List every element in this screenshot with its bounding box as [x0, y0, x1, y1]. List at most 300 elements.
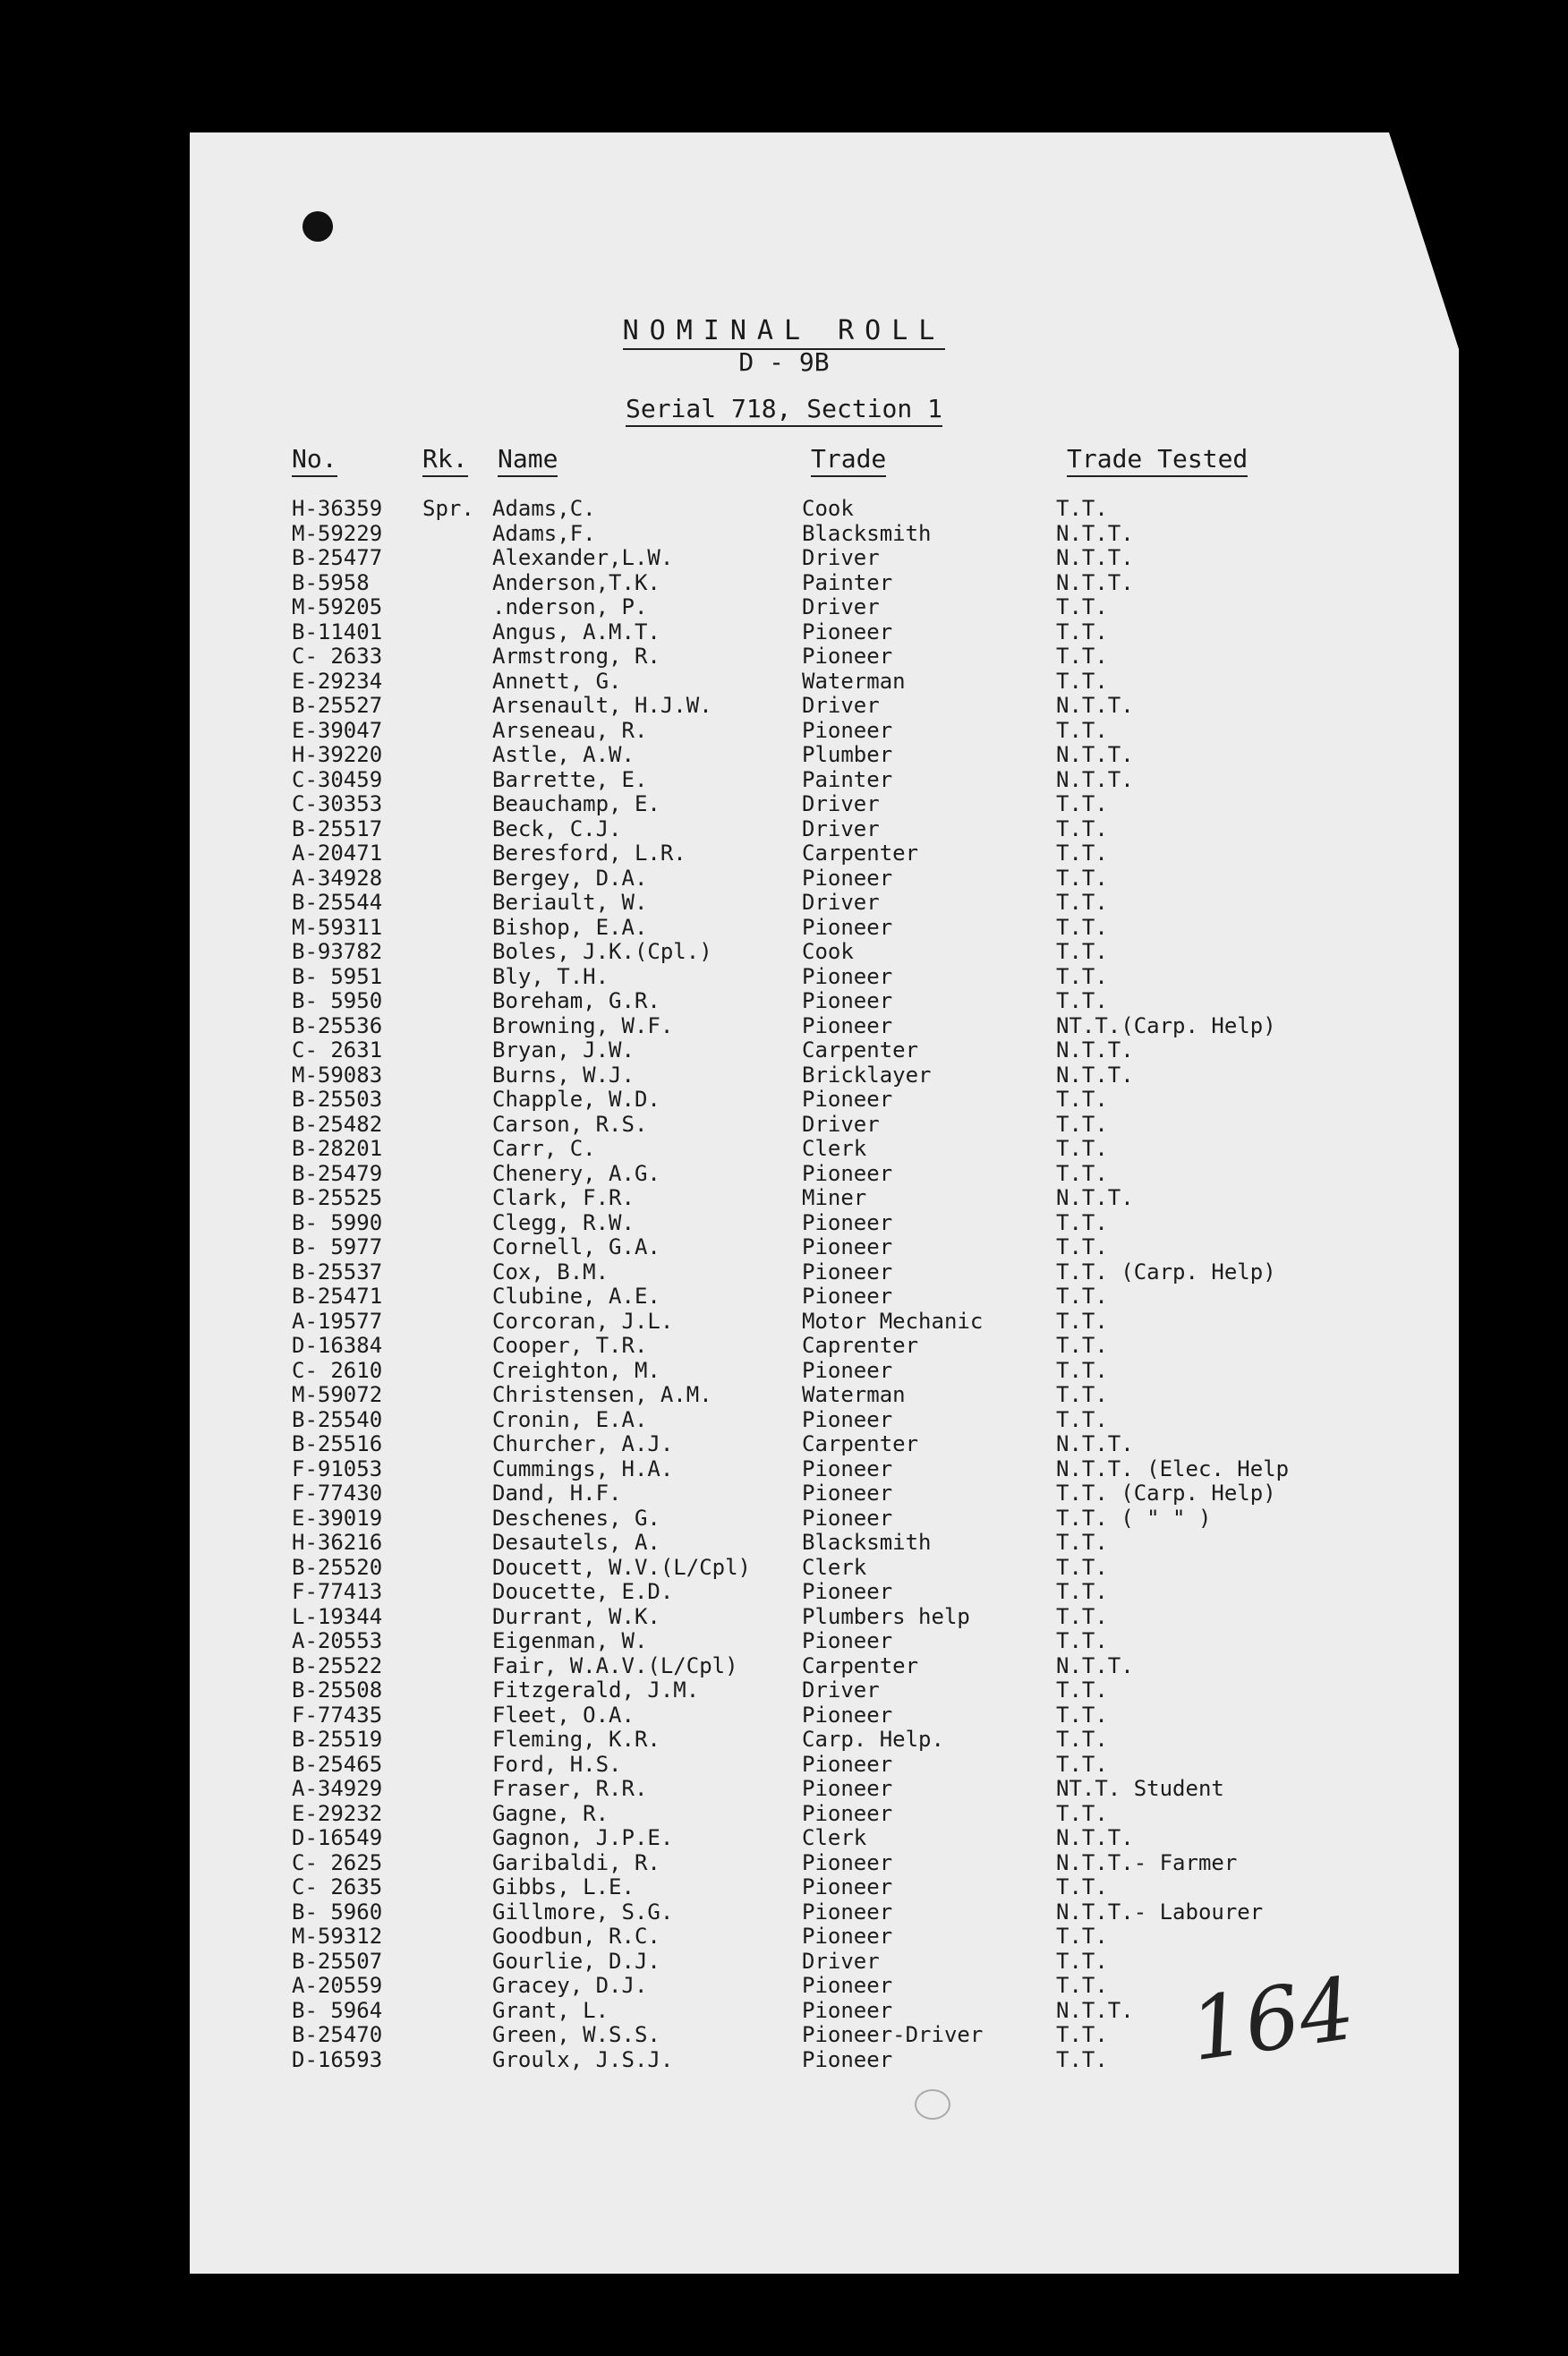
row-name: Cronin, E.A.	[492, 1406, 648, 1432]
row-trade: Motor Mechanic	[802, 1308, 984, 1334]
row-number: E-29234	[292, 668, 383, 694]
row-trade: Caprenter	[802, 1333, 919, 1358]
row-number: B- 5951	[292, 963, 383, 989]
table-row	[0, 619, 1568, 644]
row-name: Alexander,L.W.	[492, 545, 674, 570]
row-number: B- 5977	[292, 1234, 383, 1259]
row-number: B-25507	[292, 1948, 383, 1974]
row-number: D-16549	[292, 1825, 383, 1850]
row-name: Beriault, W.	[492, 890, 648, 915]
table-row	[0, 964, 1568, 989]
row-trade-tested: T.T.	[1056, 1628, 1108, 1653]
row-trade-tested: N.T.T. (Elec. Help	[1056, 1455, 1290, 1481]
row-trade: Pioneer	[802, 1800, 893, 1826]
row-trade: Pioneer	[802, 963, 893, 989]
row-trade-tested: T.T.	[1056, 1973, 1108, 1998]
row-number: B-25520	[292, 1554, 383, 1580]
row-trade: Pioneer	[802, 1012, 893, 1038]
row-name: Doucette, E.D.	[492, 1579, 674, 1604]
row-name: Burns, W.J.	[492, 1062, 635, 1088]
table-row	[0, 545, 1568, 570]
row-trade: Bricklayer	[802, 1062, 932, 1088]
row-trade-tested: T.T. (Carp. Help)	[1056, 1481, 1276, 1506]
row-trade: Driver	[802, 594, 880, 619]
row-trade-tested: T.T.	[1056, 1677, 1108, 1703]
row-number: F-77435	[292, 1702, 383, 1728]
row-number: B-25536	[292, 1012, 383, 1038]
table-row	[0, 841, 1568, 866]
row-name: Arseneau, R.	[492, 717, 648, 743]
row-name: Groulx, J.S.J.	[492, 2046, 674, 2072]
row-trade: Blacksmith	[802, 520, 932, 546]
row-number: M-59205	[292, 594, 383, 619]
row-trade-tested: T.T.	[1056, 1874, 1108, 1899]
row-name: Christensen, A.M.	[492, 1382, 712, 1407]
row-trade-tested: T.T.	[1056, 1382, 1108, 1407]
table-row	[0, 1087, 1568, 1112]
row-number: B- 5964	[292, 1997, 383, 2023]
table-row	[0, 1874, 1568, 1899]
row-number: A-20559	[292, 1973, 383, 1998]
row-trade-tested: T.T.	[1056, 1702, 1108, 1728]
table-row	[0, 939, 1568, 964]
row-trade-tested: T.T.	[1056, 1209, 1108, 1235]
handwritten-mark: 164	[1184, 1958, 1361, 2081]
row-name: Astle, A.W.	[492, 742, 635, 767]
row-trade-tested: N.T.T.	[1056, 1825, 1134, 1850]
row-name: Cox, B.M.	[492, 1259, 609, 1285]
row-trade: Clerk	[802, 1554, 867, 1580]
row-trade-tested: N.T.T.- Labourer	[1056, 1899, 1264, 1925]
row-trade-tested: T.T.	[1056, 1406, 1108, 1432]
row-trade-tested: N.T.T.	[1056, 766, 1134, 792]
row-trade-tested: T.T.	[1056, 1924, 1108, 1949]
row-trade: Pioneer	[802, 644, 893, 669]
row-number: B- 5990	[292, 1209, 383, 1235]
table-row	[0, 1013, 1568, 1038]
row-trade: Blacksmith	[802, 1530, 932, 1555]
row-number: H-36359	[292, 496, 383, 521]
table-row	[0, 1653, 1568, 1678]
column-header-name: Name	[498, 444, 558, 474]
row-number: B-25519	[292, 1727, 383, 1752]
row-number: M-59311	[292, 914, 383, 940]
row-name: Bly, T.H.	[492, 963, 609, 989]
row-trade: Pioneer	[802, 1087, 893, 1112]
row-trade-tested: T.T.	[1056, 1111, 1108, 1137]
row-number: D-16593	[292, 2046, 383, 2072]
row-name: Green, W.S.S.	[492, 2022, 660, 2047]
row-trade-tested: N.T.T.	[1056, 1062, 1134, 1088]
row-name: Corcoran, J.L.	[492, 1308, 674, 1334]
row-trade: Driver	[802, 815, 880, 841]
row-trade: Pioneer	[802, 1899, 893, 1925]
row-trade-tested: T.T.	[1056, 1530, 1108, 1555]
row-trade: Pioneer	[802, 1751, 893, 1777]
row-number: B-25540	[292, 1406, 383, 1432]
row-number: B-25503	[292, 1087, 383, 1112]
row-trade-tested: N.T.T.	[1056, 1431, 1134, 1456]
row-name: Angus, A.M.T.	[492, 619, 660, 644]
row-trade: Cook	[802, 496, 854, 521]
table-row	[0, 1506, 1568, 1531]
row-trade-tested: T.T.	[1056, 594, 1108, 619]
row-name: Gourlie, D.J.	[492, 1948, 660, 1974]
row-name: Grant, L.	[492, 1997, 609, 2023]
row-number: F-77430	[292, 1481, 383, 1506]
table-row	[0, 1063, 1568, 1088]
small-stamp	[915, 2089, 950, 2120]
row-trade-tested: N.T.T.	[1056, 520, 1134, 546]
row-trade-tested: T.T.	[1056, 1234, 1108, 1259]
row-trade: Pioneer	[802, 1973, 893, 1998]
row-trade-tested: N.T.T.- Farmer	[1056, 1849, 1238, 1875]
row-trade-tested: T.T.	[1056, 1751, 1108, 1777]
row-trade-tested: T.T.	[1056, 1603, 1108, 1629]
table-row	[0, 1752, 1568, 1777]
table-row	[0, 1850, 1568, 1875]
row-number: A-19577	[292, 1308, 383, 1334]
row-trade-tested: T.T.	[1056, 1727, 1108, 1752]
row-trade: Pioneer	[802, 1702, 893, 1728]
row-number: B-25517	[292, 815, 383, 841]
row-trade: Pioneer	[802, 1357, 893, 1383]
table-row	[0, 1112, 1568, 1137]
row-number: A-20471	[292, 841, 383, 866]
row-trade: Pioneer	[802, 1160, 893, 1186]
table-row	[0, 1431, 1568, 1456]
row-number: B-25525	[292, 1185, 383, 1210]
row-number: D-16384	[292, 1333, 383, 1358]
row-trade: Painter	[802, 569, 893, 595]
row-trade-tested: N.T.T.	[1056, 1037, 1134, 1063]
row-number: A-34929	[292, 1776, 383, 1801]
row-number: B-28201	[292, 1136, 383, 1161]
row-trade-tested: T.T.	[1056, 963, 1108, 989]
table-row	[0, 1185, 1568, 1210]
row-name: Browning, W.F.	[492, 1012, 674, 1038]
row-trade: Driver	[802, 1111, 880, 1137]
row-name: Churcher, A.J.	[492, 1431, 674, 1456]
row-trade: Driver	[802, 545, 880, 570]
row-number: B-25508	[292, 1677, 383, 1703]
row-trade-tested: T.T.	[1056, 1357, 1108, 1383]
row-name: Dand, H.F.	[492, 1481, 622, 1506]
row-trade: Driver	[802, 693, 880, 718]
row-trade: Carp. Help.	[802, 1727, 944, 1752]
row-trade: Pioneer	[802, 1209, 893, 1235]
row-trade-tested: T.T.	[1056, 668, 1108, 694]
row-name: Garibaldi, R.	[492, 1849, 660, 1875]
row-trade: Pioneer	[802, 988, 893, 1013]
row-number: M-59312	[292, 1924, 383, 1949]
row-number: C- 2633	[292, 644, 383, 669]
row-name: Beresford, L.R.	[492, 841, 686, 866]
row-trade: Painter	[802, 766, 893, 792]
row-number: B-25482	[292, 1111, 383, 1137]
row-number: B-25544	[292, 890, 383, 915]
row-name: Boreham, G.R.	[492, 988, 660, 1013]
row-name: Annett, G.	[492, 668, 622, 694]
row-number: B-25527	[292, 693, 383, 718]
row-name: Armstrong, R.	[492, 644, 660, 669]
row-name: Cummings, H.A.	[492, 1455, 674, 1481]
row-name: Fraser, R.R.	[492, 1776, 648, 1801]
column-header-trade-tested: Trade Tested	[1067, 444, 1248, 474]
row-trade-tested: N.T.T.	[1056, 1652, 1134, 1678]
row-trade-tested: T.T.	[1056, 1160, 1108, 1186]
row-trade: Carpenter	[802, 841, 919, 866]
row-trade-tested: T.T.	[1056, 939, 1108, 964]
table-row	[0, 1899, 1568, 1925]
punch-hole	[303, 211, 333, 242]
table-row	[0, 866, 1568, 891]
row-number: B-25471	[292, 1284, 383, 1309]
table-row	[0, 1136, 1568, 1161]
table-row	[0, 1924, 1568, 1949]
row-number: C-30353	[292, 791, 383, 816]
row-trade: Pioneer	[802, 1997, 893, 2023]
row-name: Cornell, G.A.	[492, 1234, 660, 1259]
row-number: B-25522	[292, 1652, 383, 1678]
roll-list	[0, 496, 1568, 2071]
row-trade: Pioneer	[802, 1849, 893, 1875]
table-row	[0, 1703, 1568, 1728]
row-trade-tested: N.T.T.	[1056, 1997, 1134, 2023]
row-number: A-34928	[292, 865, 383, 891]
row-trade-tested: T.T.	[1056, 1579, 1108, 1604]
row-trade-tested: T.T.	[1056, 496, 1108, 521]
table-row	[0, 718, 1568, 743]
row-name: Fitzgerald, J.M.	[492, 1677, 700, 1703]
row-trade-tested: N.T.T.	[1056, 569, 1134, 595]
row-number: B-25477	[292, 545, 383, 570]
table-row	[0, 1481, 1568, 1506]
column-header-rank: Rk.	[422, 444, 468, 474]
table-row	[0, 988, 1568, 1013]
row-name: Gagnon, J.P.E.	[492, 1825, 674, 1850]
table-row	[0, 1234, 1568, 1259]
row-trade: Carpenter	[802, 1652, 919, 1678]
row-name: Fleming, K.R.	[492, 1727, 660, 1752]
row-trade-tested: N.T.T.	[1056, 742, 1134, 767]
table-row	[0, 816, 1568, 841]
row-number: E-29232	[292, 1800, 383, 1826]
row-trade-tested: T.T.	[1056, 717, 1108, 743]
row-name: Desautels, A.	[492, 1530, 660, 1555]
row-number: C- 2635	[292, 1874, 383, 1899]
row-trade: Pioneer	[802, 1579, 893, 1604]
table-row	[0, 791, 1568, 816]
row-number: E-39019	[292, 1505, 383, 1531]
row-number: C-30459	[292, 766, 383, 792]
table-row	[0, 1677, 1568, 1703]
row-number: B-25516	[292, 1431, 383, 1456]
row-trade: Pioneer	[802, 1284, 893, 1309]
column-header-trade: Trade	[811, 444, 886, 474]
row-trade: Pioneer	[802, 717, 893, 743]
row-trade-tested: T.T.	[1056, 1136, 1108, 1161]
row-name: Clegg, R.W.	[492, 1209, 635, 1235]
serial-line: Serial 718, Section 1	[0, 394, 1568, 423]
row-name: Barrette, E.	[492, 766, 648, 792]
table-row	[0, 1776, 1568, 1801]
table-row	[0, 1727, 1568, 1752]
row-trade-tested: NT.T. Student	[1056, 1776, 1224, 1801]
row-number: M-59229	[292, 520, 383, 546]
row-trade: Pioneer	[802, 1455, 893, 1481]
row-name: Arsenault, H.J.W.	[492, 693, 712, 718]
table-row	[0, 1333, 1568, 1358]
row-number: F-77413	[292, 1579, 383, 1604]
row-number: B-11401	[292, 619, 383, 644]
row-trade: Carpenter	[802, 1431, 919, 1456]
table-row	[0, 1825, 1568, 1850]
row-number: B-25537	[292, 1259, 383, 1285]
row-trade: Pioneer	[802, 865, 893, 891]
row-trade: Waterman	[802, 668, 906, 694]
row-number: M-59083	[292, 1062, 383, 1088]
table-row	[0, 915, 1568, 940]
row-name: Beauchamp, E.	[492, 791, 660, 816]
row-trade: Pioneer	[802, 1234, 893, 1259]
table-row	[0, 1358, 1568, 1383]
table-row	[0, 1604, 1568, 1629]
table-row	[0, 1309, 1568, 1334]
row-trade: Pioneer	[802, 1259, 893, 1285]
table-row	[0, 521, 1568, 546]
row-name: Cooper, T.R.	[492, 1333, 648, 1358]
row-trade: Pioneer	[802, 914, 893, 940]
row-name: Anderson,T.K.	[492, 569, 660, 595]
row-name: Carr, C.	[492, 1136, 596, 1161]
row-number: B-5958	[292, 569, 370, 595]
table-row	[0, 669, 1568, 694]
row-number: L-19344	[292, 1603, 383, 1629]
row-name: Creighton, M.	[492, 1357, 660, 1383]
row-trade: Plumber	[802, 742, 893, 767]
row-trade: Pioneer	[802, 1924, 893, 1949]
table-row	[0, 594, 1568, 619]
row-name: Carson, R.S.	[492, 1111, 648, 1137]
row-trade-tested: T.T.	[1056, 988, 1108, 1013]
row-number: E-39047	[292, 717, 383, 743]
table-row	[0, 1259, 1568, 1285]
row-trade: Pioneer	[802, 1481, 893, 1506]
document-title: NOMINAL ROLL	[0, 315, 1568, 346]
row-trade: Pioneer	[802, 1874, 893, 1899]
table-row	[0, 767, 1568, 792]
column-header-no: No.	[292, 444, 337, 474]
row-trade-tested: T.T. (Carp. Help)	[1056, 1259, 1276, 1285]
row-trade: Pioneer	[802, 1406, 893, 1432]
row-name: Clark, F.R.	[492, 1185, 635, 1210]
row-trade-tested: T.T.	[1056, 1948, 1108, 1974]
row-trade-tested: T.T.	[1056, 1333, 1108, 1358]
row-name: Gagne, R.	[492, 1800, 609, 1826]
row-trade-tested: T.T.	[1056, 865, 1108, 891]
row-name: Beck, C.J.	[492, 815, 622, 841]
table-row	[0, 1161, 1568, 1186]
row-trade: Driver	[802, 890, 880, 915]
row-trade-tested: NT.T.(Carp. Help)	[1056, 1012, 1276, 1038]
row-number: B-25479	[292, 1160, 383, 1186]
row-number: B- 5950	[292, 988, 383, 1013]
row-trade-tested: T.T.	[1056, 890, 1108, 915]
row-number: A-20553	[292, 1628, 383, 1653]
row-trade-tested: T.T. ( " " )	[1056, 1505, 1212, 1531]
row-trade-tested: N.T.T.	[1056, 693, 1134, 718]
row-number: B-93782	[292, 939, 383, 964]
table-row	[0, 1210, 1568, 1235]
row-trade: Pioneer	[802, 2046, 893, 2072]
row-trade-tested: T.T.	[1056, 619, 1108, 644]
row-trade: Pioneer	[802, 1776, 893, 1801]
row-trade-tested: T.T.	[1056, 791, 1108, 816]
row-number: C- 2631	[292, 1037, 383, 1063]
row-name: Adams,F.	[492, 520, 596, 546]
row-trade: Clerk	[802, 1136, 867, 1161]
row-trade-tested: T.T.	[1056, 1087, 1108, 1112]
row-name: Chenery, A.G.	[492, 1160, 660, 1186]
row-trade-tested: N.T.T.	[1056, 545, 1134, 570]
table-row	[0, 570, 1568, 595]
row-name: Bryan, J.W.	[492, 1037, 635, 1063]
row-trade-tested: T.T.	[1056, 2022, 1108, 2047]
row-number: M-59072	[292, 1382, 383, 1407]
row-number: C- 2610	[292, 1357, 383, 1383]
row-trade-tested: T.T.	[1056, 914, 1108, 940]
row-trade: Carpenter	[802, 1037, 919, 1063]
table-row	[0, 496, 1568, 521]
table-row	[0, 1579, 1568, 1604]
row-trade-tested: T.T.	[1056, 841, 1108, 866]
row-trade: Miner	[802, 1185, 867, 1210]
row-trade-tested: T.T.	[1056, 644, 1108, 669]
row-number: H-36216	[292, 1530, 383, 1555]
table-row	[0, 1284, 1568, 1309]
row-trade: Pioneer-Driver	[802, 2022, 984, 2047]
row-rank: Spr.	[422, 496, 474, 521]
row-number: C- 2625	[292, 1849, 383, 1875]
row-name: Goodbun, R.C.	[492, 1924, 660, 1949]
row-name: Gillmore, S.G.	[492, 1899, 674, 1925]
row-trade: Waterman	[802, 1382, 906, 1407]
row-trade-tested: T.T.	[1056, 1284, 1108, 1309]
row-name: Eigenman, W.	[492, 1628, 648, 1653]
row-name: Durrant, W.K.	[492, 1603, 660, 1629]
table-row	[0, 1801, 1568, 1826]
row-trade-tested: T.T.	[1056, 2046, 1108, 2072]
table-row	[0, 1628, 1568, 1653]
row-trade: Pioneer	[802, 1505, 893, 1531]
row-name: Boles, J.K.(Cpl.)	[492, 939, 712, 964]
table-row	[0, 742, 1568, 767]
row-name: Doucett, W.V.(L/Cpl)	[492, 1554, 751, 1580]
row-trade-tested: T.T.	[1056, 1308, 1108, 1334]
row-name: Fair, W.A.V.(L/Cpl)	[492, 1652, 738, 1678]
row-trade-tested: T.T.	[1056, 1554, 1108, 1580]
table-row	[0, 1456, 1568, 1481]
row-trade-tested: T.T.	[1056, 815, 1108, 841]
row-number: B-25465	[292, 1751, 383, 1777]
row-name: Adams,C.	[492, 496, 596, 521]
row-number: B- 5960	[292, 1899, 383, 1925]
row-trade: Driver	[802, 1677, 880, 1703]
table-row	[0, 1382, 1568, 1407]
row-trade: Driver	[802, 1948, 880, 1974]
row-name: Gracey, D.J.	[492, 1973, 648, 1998]
